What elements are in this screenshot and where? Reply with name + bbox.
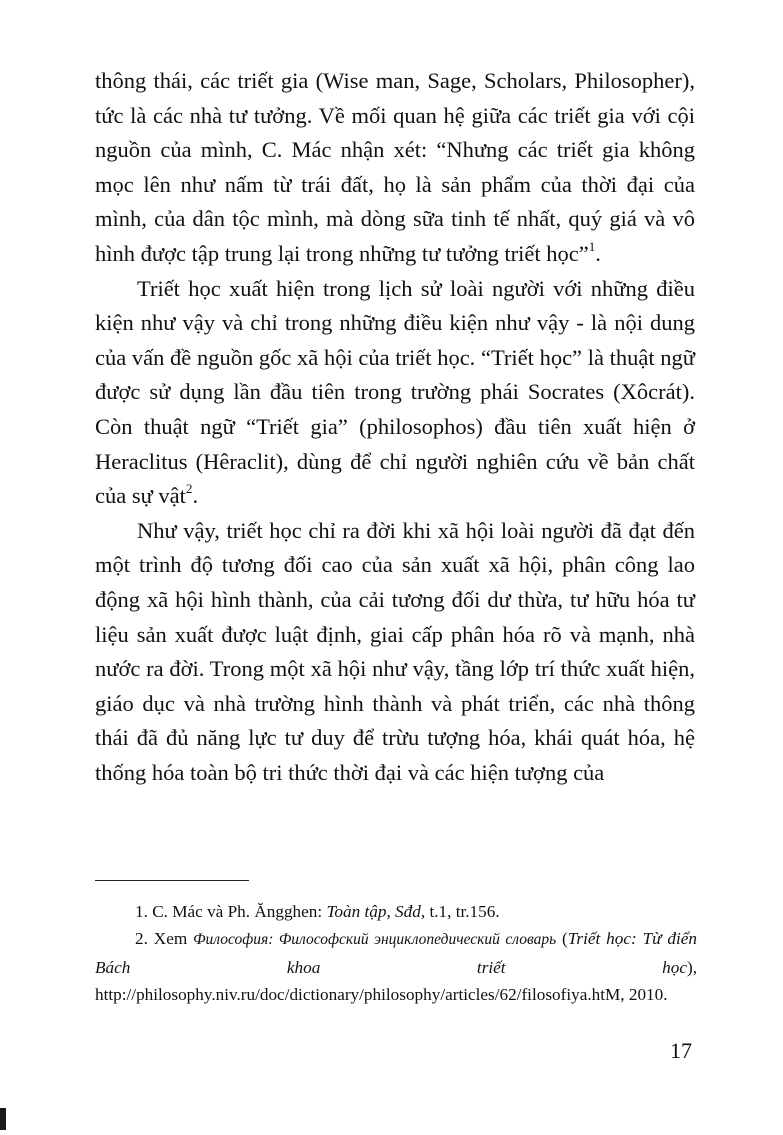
paragraph-3	[95, 514, 695, 791]
main-text	[95, 64, 695, 790]
footnote-2-close: ), http://philosophy.niv.ru/doc/dictionary/philosophy/articles/62/filosofiya.htM, 2010.	[95, 957, 697, 1005]
scan-edge-mark	[0, 1108, 6, 1130]
footnote-2-open: (	[556, 929, 568, 949]
footnote-2	[95, 925, 697, 1008]
footnote-2-vn-title: Triết học: Từ điển Bách khoa triết học	[95, 929, 698, 977]
footnote-ref-2: 2	[185, 481, 193, 497]
footnotes	[95, 898, 697, 1009]
paragraph-2-end: .	[192, 483, 199, 509]
footnote-1-tail: t.1, tr.156.	[425, 902, 500, 921]
page-number: 17	[670, 1038, 692, 1063]
footnote-2-cyrillic-title: Философия: Философский энциклопедический словарь	[193, 931, 557, 949]
footnote-1	[95, 898, 697, 925]
paragraph-1	[95, 64, 695, 272]
paragraph-1-end: .	[595, 240, 601, 266]
paragraph-3-text: Như vậy, triết học chỉ ra đời khi xã hội loài người đã đạt đến một trình độ tương đối cao của sản xuất xã hội, phân công lao động xã hội hình thành, của cải tương đối dư thừa, tư hữu hóa tư liệu sản xuất được luật định, giai cấp phân hóa rõ và mạnh, nhà nước ra đời. Trong một xã hội như vậy, tầng lớp trí thức xuất hiện, giáo dục và nhà trường hình thành và phát triển, các nhà thông thái đã đủ năng lực tư duy để trừu tượng hóa, khái quát hóa, hệ thống hóa toàn bộ tri thức thời đại và các hiện tượng của	[95, 517, 695, 785]
footnote-1-lead: 1. C. Mác và Ph. Ăngghen:	[135, 902, 327, 921]
paragraph-1-text: thông thái, các triết gia (Wise man, Sage, Scholars, Philosopher), tức là các nhà tư tưởng. Về mối quan hệ giữa các triết gia với cội nguồn của mình, C. Mác nhận xét: “Nhưng các triết gia không mọc lên như nấm từ trái đất, họ là sản phẩm của thời đại của mình, của dân tộc mình, mà dòng sữa tinh tế nhất, quý giá và vô hình được tập trung lại trong những tư tưởng triết học”	[95, 68, 695, 266]
footnote-separator	[95, 880, 249, 881]
footnote-2-lead: 2. Xem	[135, 929, 194, 949]
paragraph-2-text: Triết học xuất hiện trong lịch sử loài người với những điều kiện như vậy và chỉ trong những điều kiện như vậy - là nội dung của vấn đề nguồn gốc xã hội của triết học. “Triết học” là thuật ngữ được sử dụng lần đầu tiên trong trường phái Socrates (Xôcrát). Còn thuật ngữ “Triết gia” (philosophos) đầu tiên xuất hiện ở Heraclitus (Hêraclit), dùng để chỉ người nghiên cứu về bản chất của sự vật	[95, 275, 695, 509]
paragraph-2	[95, 272, 695, 514]
footnote-1-title: Toàn tập, Sđd,	[326, 902, 426, 921]
footnote-ref-1: 1	[588, 239, 596, 255]
